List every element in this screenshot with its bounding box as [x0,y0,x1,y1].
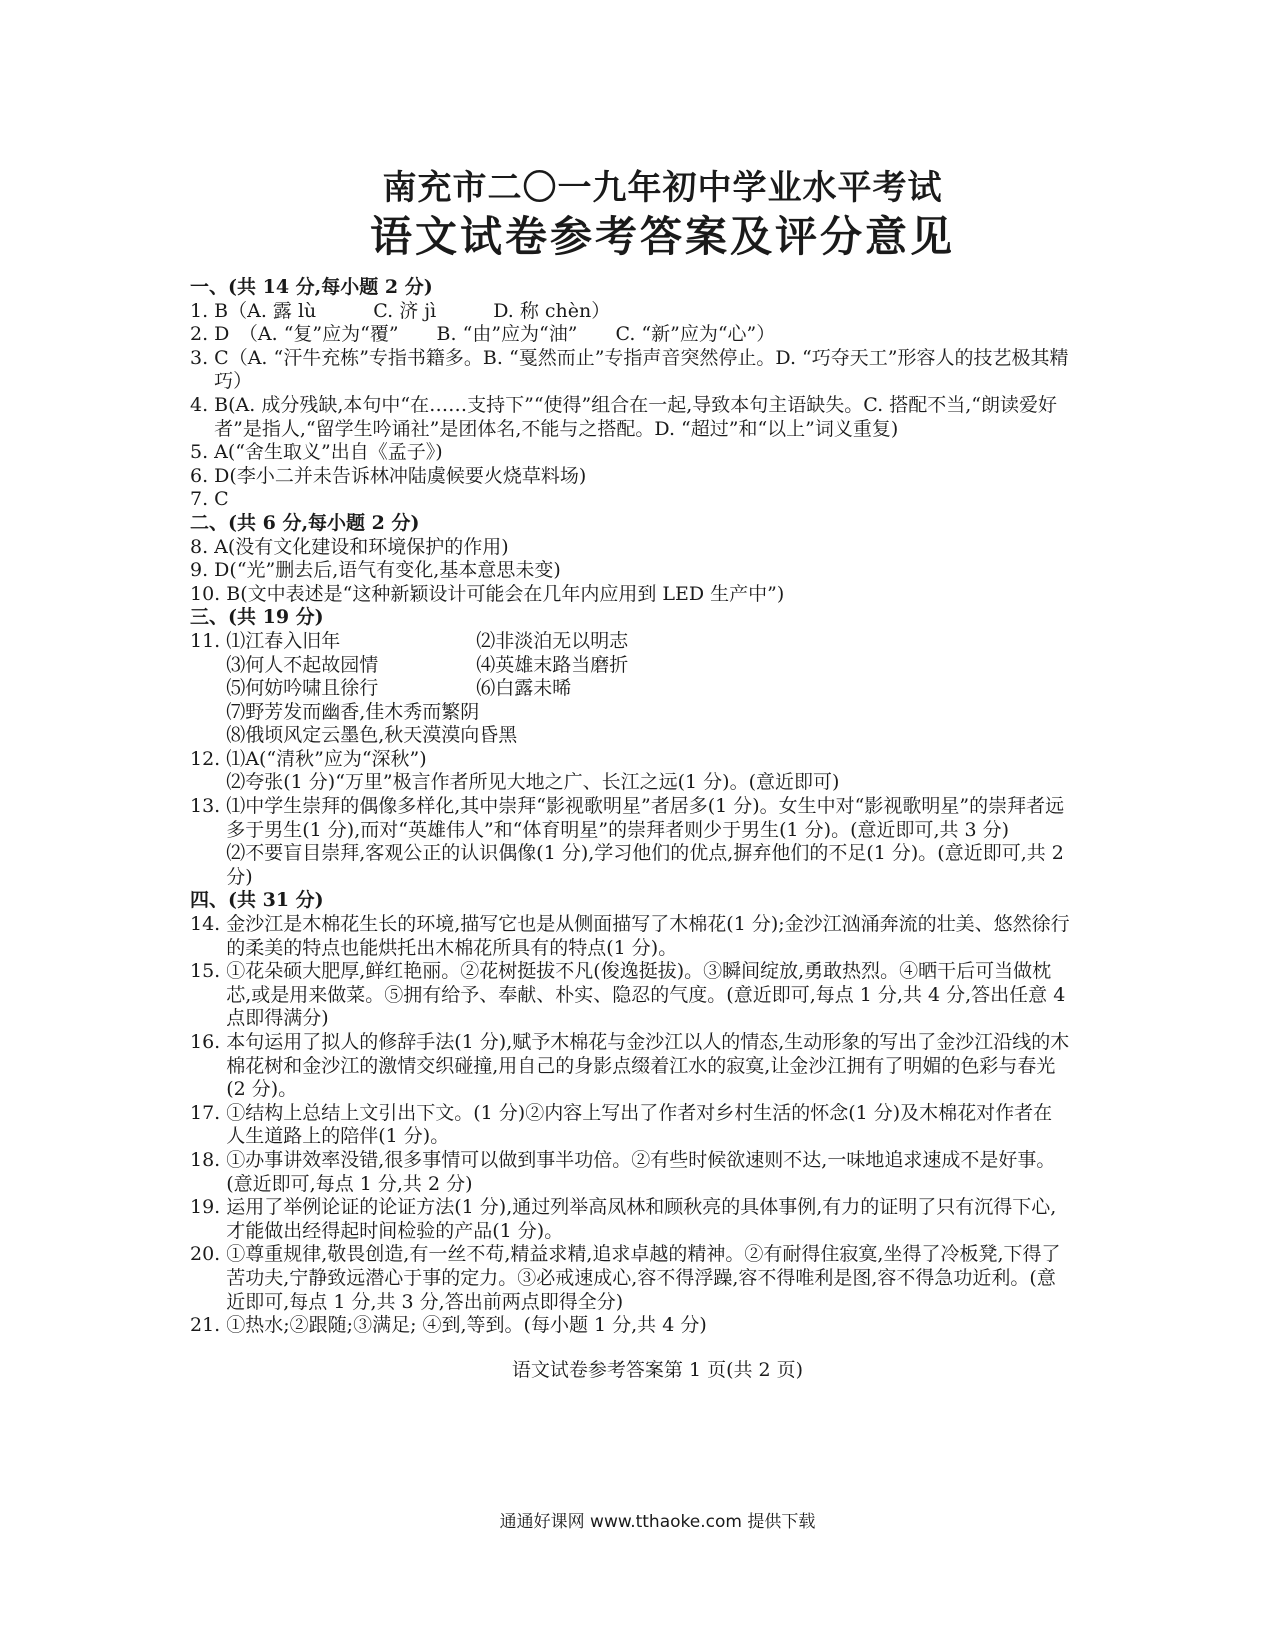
answer-13-part: ⑴中学生崇拜的偶像多样化,其中崇拜“影视歌明星”者居多(1 分)。女生中对“影视歌明星”的崇拜者远多于男生(1 分),而对“英雄伟人”和“体育明星”的崇拜者则少于男生(1 分)。(意近即可,共 3 分) [226,795,1065,841]
answer-11-part: ⑷英雄末路当磨折 [476,653,629,676]
answer-17: 17. ①结构上总结上文引出下文。(1 分)②内容上写出了作者对乡村生活的怀念(1 分)及木棉花对作者在人生道路上的陪伴(1 分)。 [190,1101,1053,1148]
answer-14: 14. 金沙江是木棉花生长的环境,描写它也是从侧面描写了木棉花(1 分);金沙江汹涌奔流的壮美、悠然徐行的柔美的特点也能烘托出木棉花所具有的特点(1 分)。 [190,913,1070,959]
answer-11-part: ⑸何妨吟啸且徐行 [226,677,379,700]
answer-4: 4. B(A. 成分残缺,本句中“在……支持下”“使得”组合在一起,导致本句主语缺失。C. 搭配不当,“朗读爱好者”是指人,“留学生吟诵社”是团体名,不能与之搭配。D. “超过”和“以上”词义重复) [190,393,1057,440]
answer-19: 19. 运用了举例论证的论证方法(1 分),通过列举高凤林和顾秋亮的具体事例,有力的证明了只有沉得下心,才能做出经得起时间检验的产品(1 分)。 [190,1196,1057,1242]
answer-5: 5. A(“舍生取义”出自《孟子》) [190,441,443,464]
answer-13: 13. ⑴中学生崇拜的偶像多样化,其中崇拜“影视歌明星”者居多(1 分)。女生中对“影视歌明星”的崇拜者远多于男生(1 分),而对“英雄伟人”和“体育明星”的崇拜者则少于男生(1 分)。(意近即可,共 3 分) ⑵不要盲目崇拜,客观公正的认识偶像(1 分),学习他们的优点,摒弃他们的不足(1 分)。(意近即可,共 2 分) [190,795,1070,889]
answer-8: 8. A(没有文化建设和环境保护的作用) [190,535,509,558]
answer-12: 12. ⑴A(“清秋”应为“深秋”) ⑵夸张(1 分)“万里”极言作者所见大地之广、长江之远(1 分)。(意近即可) [190,748,1070,795]
answer-15: 15. ①花朵硕大肥厚,鲜红艳丽。②花树挺拔不凡(俊逸挺拔)。③瞬间绽放,勇敢热烈。④晒干后可当做枕芯,或是用来做菜。⑤拥有给予、奉献、朴实、隐忍的气度。(意近即可,每点 1 分,共 4 分,答出任意 4 点即得满分) [190,960,1066,1030]
answer-13-part: ⑵不要盲目崇拜,客观公正的认识偶像(1 分),学习他们的优点,摒弃他们的不足(1 分)。(意近即可,共 2 分) [226,842,1064,888]
section-heading-3: 三、(共 19 分) [190,606,324,629]
section-heading-4: 四、(共 31 分) [190,889,324,912]
answer-21: 21. ①热水;②跟随;③满足; ④到,等到。(每小题 1 分,共 4 分) [190,1314,707,1337]
answer-11-part: ⑻俄顷风定云墨色,秋天漠漠向昏黑 [226,724,518,747]
answer-12-part: ⑴A(“清秋”应为“深秋”) [226,747,427,770]
answer-18: 18. ①办事讲效率没错,很多事情可以做到事半功倍。②有些时候欲速则不达,一味地追求速成不是好事。(意近即可,每点 1 分,共 2 分) [190,1148,1056,1195]
page-subtitle: 语文试卷参考答案及评分意见 [369,212,955,261]
answer-1: 1. B（A. 露 lù C. 济 jì D. 称 chèn） [190,299,611,322]
answer-11-part: ⑴江春入旧年 [226,629,341,652]
answer-2: 2. D （A. “复”应为“覆” B. “由”应为“油” C. “新”应为“心”） [190,323,776,346]
answer-11-part: ⑹白露未晞 [476,677,572,700]
site-watermark: 通通好课网 www.tthaoke.com 提供下载 [499,1512,816,1532]
answer-11-part: ⑶何人不起故园情 [226,653,379,676]
answer-11-part: ⑵非淡泊无以明志 [476,629,629,652]
section-heading-2: 二、(共 6 分,每小题 2 分) [190,511,420,534]
answer-20: 20. ①尊重规律,敬畏创造,有一丝不苟,精益求精,追求卓越的精神。②有耐得住寂寞,坐得了冷板凳,下得了苦功夫,宁静致远潜心于事的定力。③必戒速成心,容不得浮躁,容不得唯利是图,容不得急功近利。(意近即可,每点 1 分,共 3 分,答出前两点即得全分) [190,1243,1061,1313]
answer-7: 7. C [190,488,229,511]
page-footer: 语文试卷参考答案第 1 页(共 2 页) [511,1359,804,1381]
page-title: 南充市二〇一九年初中学业水平考试 [382,168,943,208]
section-heading-1: 一、(共 14 分,每小题 2 分) [190,276,433,298]
answer-10: 10. B(文中表述是“这种新颖设计可能会在几年内应用到 LED 生产中”) [190,582,785,605]
answer-9: 9. D(“光”删去后,语气有变化,基本意思未变) [190,559,561,582]
answer-11-part: ⑺野芳发而幽香,佳木秀而繁阴 [226,700,480,723]
answer-12-part: ⑵夸张(1 分)“万里”极言作者所见大地之广、长江之远(1 分)。(意近即可) [226,771,840,794]
answer-3: 3. C（A. “汗牛充栋”专指书籍多。B. “戛然而止”专指声音突然停止。D. “巧夺天工”形容人的技艺极其精巧） [190,346,1069,393]
answer-11-grid [226,630,1070,701]
answer-body [190,276,1070,1338]
answer-6: 6. D(李小二并未告诉林冲陆虞候要火烧草料场) [190,464,587,487]
answer-16: 16. 本句运用了拟人的修辞手法(1 分),赋予木棉花与金沙江以人的情态,生动形象的写出了金沙江沿线的木棉花树和金沙江的激情交织碰撞,用自己的身影点缀着江水的寂寞,让金沙江拥有了明媚的色彩与春光(2 分)。 [190,1031,1070,1101]
answer-11: 11. ⑴江春入旧年 ⑵非淡泊无以明志 ⑶何人不起故园情 ⑷英雄末路当磨折 ⑸何妨吟啸且徐行 ⑹白露未晞 ⑺野芳发而幽香,佳木秀而繁阴 ⑻俄顷风定云墨色,秋天漠漠向昏黑 [190,630,1070,748]
